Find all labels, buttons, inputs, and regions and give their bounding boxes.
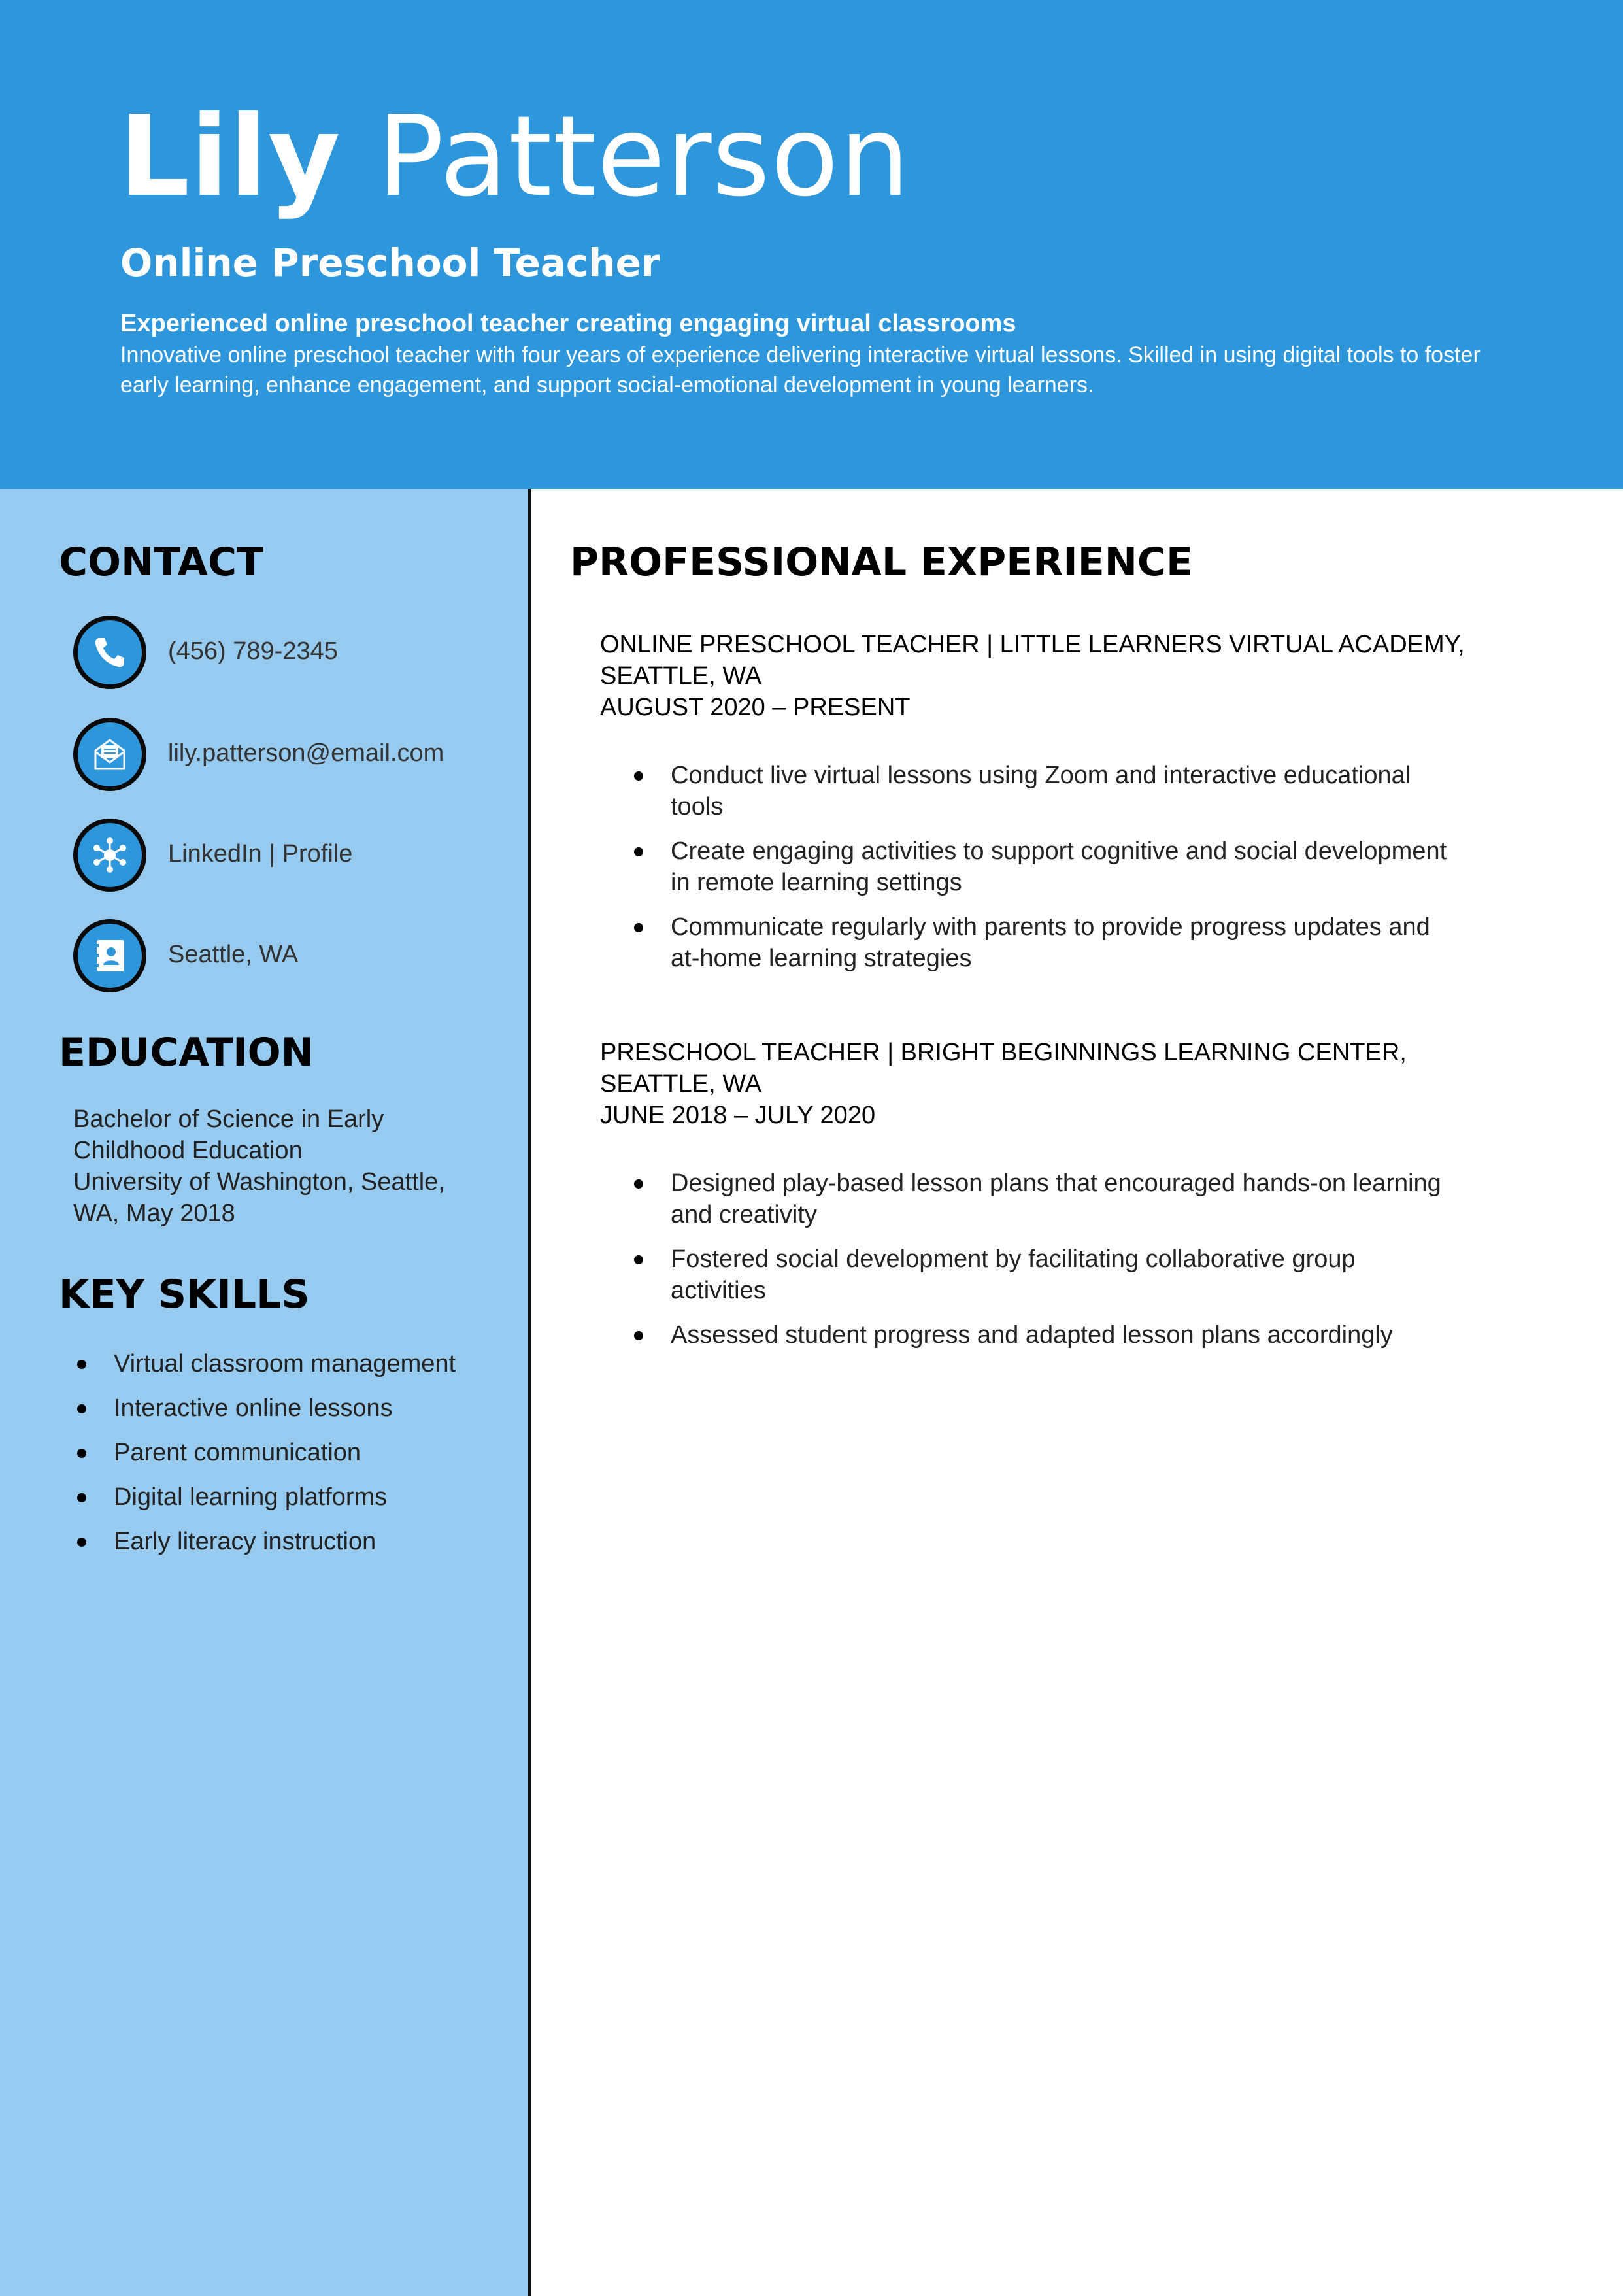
bullet-icon: [77, 1538, 86, 1547]
skill-item: [73, 1434, 456, 1479]
education-degree-line1: Bachelor of Science in Early: [73, 1106, 384, 1133]
job-bullet: [600, 760, 1455, 822]
job-bullet-text: Assessed student progress and adapted lesson plans accordingly: [671, 1321, 1393, 1349]
education-heading: EDUCATION: [59, 1030, 314, 1075]
skill-label: Digital learning platforms: [114, 1483, 388, 1511]
last-name: Patterson: [376, 92, 911, 222]
job-bullet: [600, 1168, 1455, 1230]
job-location: SEATTLE, WA: [600, 1070, 762, 1098]
job-entry: [600, 629, 1541, 987]
job-bullet-text: Designed play-based lesson plans that encouraged hands-on learning and creativity: [671, 1170, 1441, 1228]
candidate-name: [119, 92, 911, 222]
skill-label: Virtual classroom management: [114, 1350, 456, 1377]
column-divider: [528, 489, 531, 2296]
job-entry: [600, 1037, 1541, 1364]
location-contact-icon: [73, 919, 146, 992]
skill-item: [73, 1523, 456, 1568]
bullet-icon: [77, 1493, 86, 1502]
header-banner: [0, 0, 1623, 489]
job-bullet: [600, 1243, 1455, 1306]
education-entry: [73, 1104, 518, 1229]
skill-item: [73, 1479, 456, 1523]
education-degree-line2: Childhood Education: [73, 1137, 303, 1164]
experience-heading: PROFESSIONAL EXPERIENCE: [570, 539, 1193, 585]
phone-number[interactable]: (456) 789-2345: [168, 637, 338, 665]
contact-heading: CONTACT: [59, 539, 263, 585]
job-bullet-text: Fostered social development by facilitating collaborative group activities: [671, 1245, 1356, 1304]
email-address[interactable]: lily.patterson@email.com: [168, 739, 444, 767]
skill-item: [73, 1390, 456, 1434]
contact-email: [73, 718, 518, 791]
bullet-icon: [77, 1360, 86, 1369]
job-bullet: [600, 911, 1455, 974]
job-title: Online Preschool Teacher: [120, 241, 660, 285]
bullet-icon: [77, 1404, 86, 1413]
bullet-icon: [634, 1179, 643, 1189]
skill-label: Parent communication: [114, 1439, 361, 1466]
education-school-line1: University of Washington, Seattle,: [73, 1168, 445, 1196]
bullet-icon: [634, 847, 643, 856]
contact-location: [73, 919, 518, 992]
summary: Innovative online preschool teacher with four years of experience delivering interactive virtual lessons. Skilled in using digital tools to foster early learning, enhance engagement, and support social-emotional development in young learners.: [120, 343, 1481, 397]
location: Seattle, WA: [168, 941, 299, 968]
linkedin-link[interactable]: LinkedIn | Profile: [168, 840, 353, 868]
linkedin-network-icon: [73, 819, 146, 892]
skills-list: [73, 1345, 456, 1568]
job-title-line: ONLINE PRESCHOOL TEACHER | LITTLE LEARNERS VIRTUAL ACADEMY,: [600, 631, 1465, 658]
tagline: Experienced online preschool teacher creating engaging virtual classrooms: [120, 310, 1016, 337]
phone-icon: [73, 616, 146, 689]
bullet-icon: [634, 1255, 643, 1264]
contact-phone: [73, 616, 518, 689]
job-bullet-text: Create engaging activities to support cognitive and social development in remote learning settings: [671, 837, 1447, 896]
job-dates: AUGUST 2020 – PRESENT: [600, 694, 911, 721]
job-bullet-text: Communicate regularly with parents to provide progress updates and at-home learning strategies: [671, 913, 1430, 972]
job-bullet-text: Conduct live virtual lessons using Zoom and interactive educational tools: [671, 762, 1411, 820]
job-bullets: [600, 760, 1541, 974]
job-bullet: [600, 836, 1455, 898]
job-dates: JUNE 2018 – JULY 2020: [600, 1102, 876, 1129]
job-bullet: [600, 1319, 1455, 1351]
skill-label: Early literacy instruction: [114, 1528, 376, 1555]
skill-item: [73, 1345, 456, 1390]
education-school-line2: WA, May 2018: [73, 1200, 235, 1227]
job-title-line: PRESCHOOL TEACHER | BRIGHT BEGINNINGS LEARNING CENTER,: [600, 1039, 1407, 1066]
contact-linkedin: [73, 819, 518, 892]
job-location: SEATTLE, WA: [600, 662, 762, 690]
bullet-icon: [634, 1331, 643, 1340]
skills-heading: KEY SKILLS: [59, 1272, 310, 1317]
bullet-icon: [634, 923, 643, 932]
bullet-icon: [634, 771, 643, 781]
email-icon: [73, 718, 146, 791]
first-name: Lily: [119, 92, 341, 222]
skill-label: Interactive online lessons: [114, 1394, 393, 1422]
bullet-icon: [77, 1449, 86, 1458]
job-bullets: [600, 1168, 1541, 1351]
